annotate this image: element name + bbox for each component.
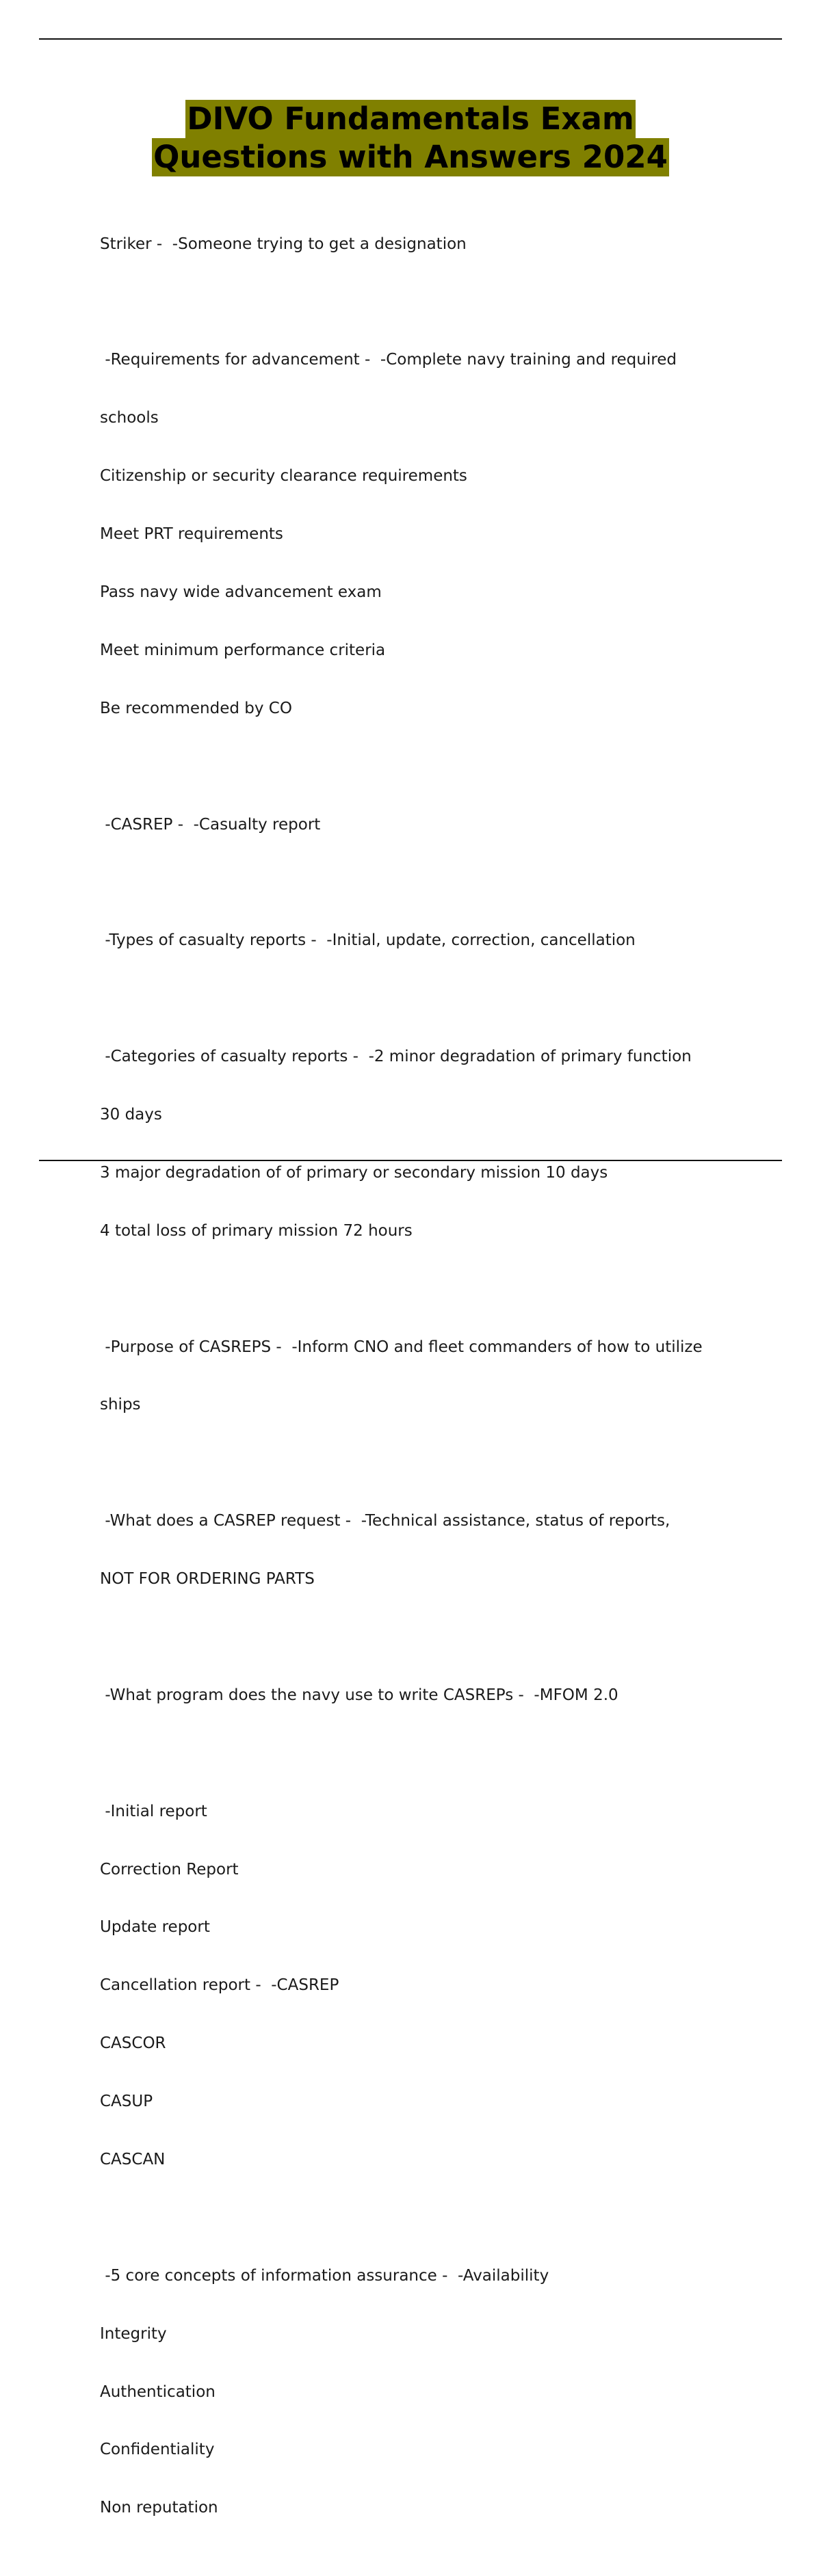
entry-line: Be recommended by CO	[100, 699, 292, 717]
entry-line: 3 major degradation of of primary or secondary mission 10 days	[100, 1163, 608, 1182]
entry-line: -Requirements for advancement - -Complete navy training and required	[100, 351, 677, 369]
qa-entry-request	[100, 1473, 743, 1628]
entry-line: CASUP	[100, 2093, 153, 2111]
qa-entry-purpose	[100, 1299, 743, 1453]
entry-line: -Purpose of CASREPS - -Inform CNO and fleet commanders of how to utilize	[100, 1338, 703, 1356]
entry-line: 4 total loss of primary mission 72 hours	[100, 1221, 413, 1240]
entry-line: NOT FOR ORDERING PARTS	[100, 1570, 315, 1589]
qa-entry-program	[100, 1647, 743, 1743]
qa-entry-reports	[100, 1763, 743, 2208]
entry-line: -Types of casualty reports - -Initial, update, correction, cancellation	[100, 931, 636, 950]
document-body	[100, 196, 743, 2576]
entry-line: schools	[100, 409, 159, 427]
entry-line: Authentication	[100, 2382, 216, 2401]
entry-line: Pass navy wide advancement exam	[100, 583, 382, 601]
qa-entry-types	[100, 892, 743, 989]
entry-line: Confidentiality	[100, 2441, 215, 2459]
entry-line: -What program does the navy use to write CASREPs - -MFOM 2.0	[100, 1686, 618, 1704]
entry-line: CASCAN	[100, 2150, 166, 2168]
entry-line: -Categories of casualty reports - -2 minor degradation of primary function	[100, 1048, 692, 1066]
top-rule	[39, 38, 782, 40]
entry-line: ships	[100, 1396, 141, 1414]
bottom-rule	[39, 1160, 782, 1161]
entry-line: Correction Report	[100, 1860, 239, 1878]
qa-entry-striker	[100, 196, 743, 292]
entry-line: CASCOR	[100, 2034, 166, 2053]
entry-line: 30 days	[100, 1105, 162, 1124]
entry-line: Cancellation report - -CASREP	[100, 1976, 339, 1995]
entry-line: Citizenship or security clearance requirements	[100, 467, 467, 486]
entry-line: -Initial report	[100, 1802, 207, 1820]
title-line-2: Questions with Answers 2024	[153, 139, 668, 175]
qa-entry-info-assurance	[100, 2227, 743, 2556]
entry-line: Meet PRT requirements	[100, 525, 283, 544]
entry-line: Update report	[100, 1918, 210, 1937]
entry-line: -CASREP - -Casualty report	[100, 815, 321, 834]
entry-line: -What does a CASREP request - -Technical assistance, status of reports,	[100, 1512, 670, 1530]
entry-line: Striker - -Someone trying to get a designation	[100, 235, 467, 253]
entry-line: Integrity	[100, 2324, 167, 2343]
entry-line: -5 core concepts of information assurance - -Availability	[100, 2266, 549, 2285]
qa-entry-advancement	[100, 312, 743, 757]
title-line-1: DIVO Fundamentals Exam	[187, 101, 634, 137]
qa-entry-categories	[100, 1008, 743, 1279]
entry-line: Meet minimum performance criteria	[100, 641, 386, 659]
entry-line: Non reputation	[100, 2499, 218, 2517]
document-title	[0, 100, 821, 176]
qa-entry-casrep	[100, 776, 743, 873]
